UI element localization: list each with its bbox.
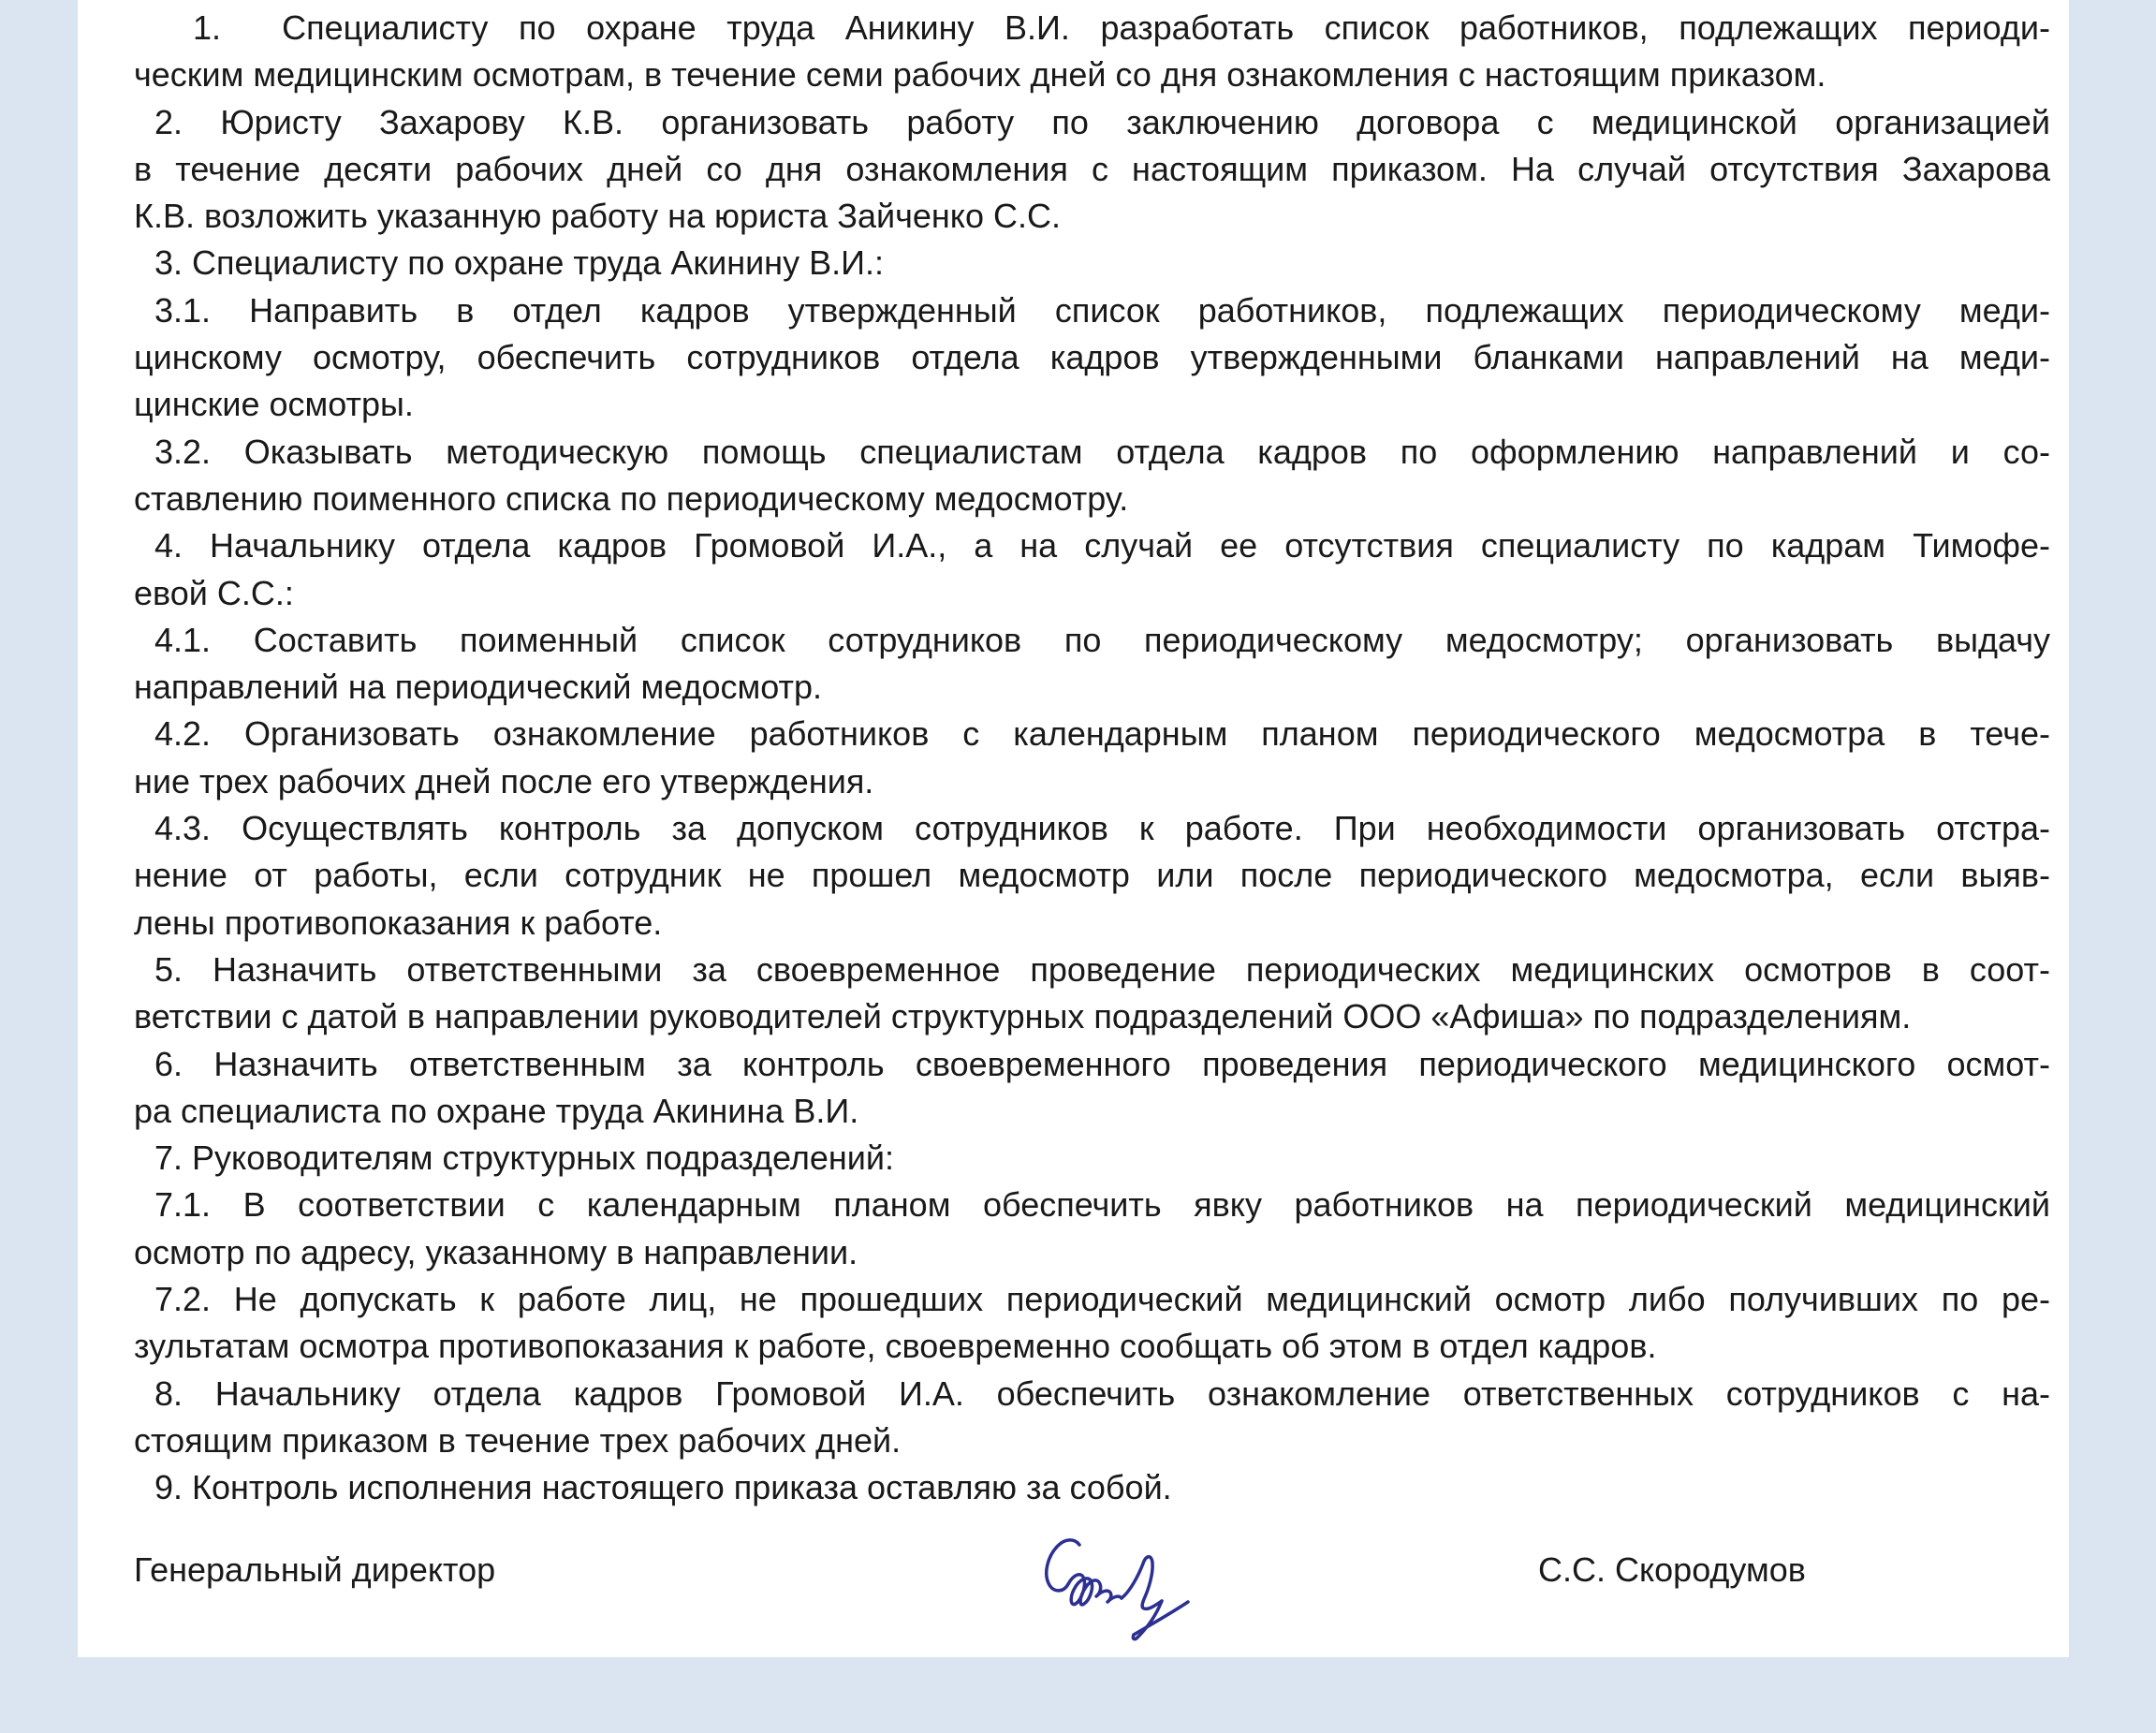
- document-line: в течение десяти рабочих дней со дня ознакомления с настоящим приказом. На случай отсутствия Захарова: [134, 149, 2050, 188]
- document-line: зультатам осмотра противопоказания к работе, своевременно сообщать об этом в отдел кадров.: [134, 1327, 1657, 1366]
- document-line: 3.1. Направить в отдел кадров утвержденный список работников, подлежащих периодическому меди-: [154, 290, 2050, 330]
- document-line: направлений на периодический медосмотр.: [134, 668, 823, 707]
- document-line: ставлению поименного списка по периодическому медосмотру.: [134, 478, 1129, 518]
- document-line: ние трех рабочих дней после его утверждения.: [134, 761, 874, 800]
- document-line: ра специалиста по охране труда Акинина В.И.: [134, 1091, 859, 1130]
- document-line: 6. Назначить ответственным за контроль своевременного проведения периодического медицинского осмот-: [154, 1044, 2050, 1083]
- document-line: 3.2. Оказывать методическую помощь специалистам отдела кадров по оформлению направлений и со-: [154, 432, 2050, 471]
- document-line: 5. Назначить ответственными за своевременное проведение периодических медицинских осмотров в соот-: [154, 949, 2050, 989]
- document-line: 4.2. Организовать ознакомление работников с календарным планом периодического медосмотра в тече-: [154, 714, 2050, 754]
- signer-name: С.С. Скородумов: [1538, 1550, 1806, 1589]
- document-line: 7.2. Не допускать к работе лиц, не прошедших периодический медицинский осмотр либо получивших по ре-: [154, 1280, 2050, 1319]
- document-line: 2. Юристу Захарову К.В. организовать работу по заключению договора с медицинской организацией: [154, 102, 2050, 141]
- document-line: 7.1. В соответствии с календарным планом обеспечить явку работников на периодический медицинский: [154, 1185, 2050, 1225]
- document-line: 7. Руководителям структурных подразделений:: [154, 1138, 895, 1178]
- document-line: осмотр по адресу, указанному в направлении.: [134, 1232, 858, 1271]
- document-page: [78, 0, 2069, 1657]
- document-line: 1. Специалисту по охране труда Аникину В.И. разработать список работников, подлежащих периоди-: [193, 8, 2050, 47]
- document-line: стоящим приказом в течение трех рабочих дней.: [134, 1420, 902, 1460]
- document-line: К.В. возложить указанную работу на юриста Зайченко С.С.: [134, 197, 1061, 236]
- document-line: лены противопоказания к работе.: [134, 903, 663, 942]
- document-line: евой С.С.:: [134, 573, 294, 612]
- document-line: 4. Начальнику отдела кадров Громовой И.А., а на случай ее отсутствия специалисту по кадрам Тимофе-: [154, 526, 2050, 565]
- document-line: ческим медицинским осмотрам, в течение семи рабочих дней со дня ознакомления с настоящим приказом.: [134, 55, 1826, 95]
- order-body: [134, 0, 2050, 1512]
- document-line: цинскому осмотру, обеспечить сотрудников отдела кадров утвержденными бланками направлений на меди-: [134, 338, 2050, 377]
- signer-role: Генеральный директор: [134, 1550, 496, 1589]
- document-line: 9. Контроль исполнения настоящего приказа оставляю за собой.: [154, 1468, 1172, 1507]
- signature-scribble: [1042, 1538, 1194, 1645]
- document-line: 3. Специалисту по охране труда Акинину В.И.:: [154, 243, 884, 283]
- document-line: 8. Начальнику отдела кадров Громовой И.А. обеспечить ознакомление ответственных сотрудников с на-: [154, 1373, 2050, 1413]
- document-line: ветствии с датой в направлении руководителей структурных подразделений ООО «Афиша» по подразделениям.: [134, 997, 1912, 1036]
- document-line: 4.3. Осуществлять контроль за допуском сотрудников к работе. При необходимости организовать отстра-: [154, 809, 2050, 848]
- document-line: 4.1. Составить поименный список сотрудников по периодическому медосмотру; организовать выдачу: [154, 620, 2050, 659]
- document-line: цинские осмотры.: [134, 385, 414, 424]
- document-line: нение от работы, если сотрудник не прошел медосмотр или после периодического медосмотра, если выяв-: [134, 856, 2050, 895]
